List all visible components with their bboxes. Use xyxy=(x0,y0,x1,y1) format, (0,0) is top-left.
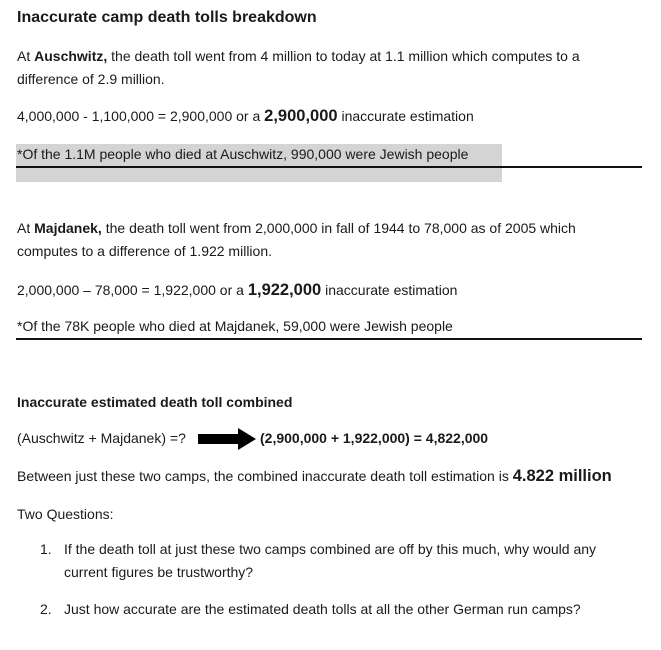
majdanek-paragraph-line1 xyxy=(17,217,576,240)
majdanek-calc-total: 1,922,000 xyxy=(247,281,322,299)
combined-summary-total: 4.822 million xyxy=(512,467,612,485)
question-1-number: 1. xyxy=(40,541,52,557)
question-2-number: 2. xyxy=(40,601,52,617)
auschwitz-prefix: At xyxy=(17,48,35,64)
auschwitz-paragraph-line1 xyxy=(17,45,580,68)
majdanek-paragraph-line2: computes to a difference of 1.922 million. xyxy=(17,243,273,259)
combined-formula-left: (Auschwitz + Majdanek) =? xyxy=(17,430,186,446)
auschwitz-calculation xyxy=(17,105,474,128)
combined-heading: Inaccurate estimated death toll combined xyxy=(17,394,293,410)
combined-summary-text: Between just these two camps, the combined inaccurate death toll estimation is xyxy=(17,468,513,484)
page-title: Inaccurate camp death tolls breakdown xyxy=(17,9,317,26)
majdanek-note: *Of the 78K people who died at Majdanek, 59,000 were Jewish people xyxy=(17,318,453,334)
section-divider-2 xyxy=(16,338,642,340)
auschwitz-line1-text: the death toll went from 4 million to today at 1.1 million which computes to a xyxy=(107,48,580,64)
section-divider-1 xyxy=(16,166,642,168)
combined-summary xyxy=(17,465,612,488)
question-2-line1: Just how accurate are the estimated death tolls at all the other German run camps? xyxy=(64,601,581,617)
question-1-line1: If the death toll at just these two camps combined are off by this much, why would any xyxy=(64,541,597,557)
majdanek-calculation xyxy=(17,279,457,302)
auschwitz-calc-total: 2,900,000 xyxy=(264,107,338,125)
majdanek-line1-text: the death toll went from 2,000,000 in fall of 1944 to 78,000 as of 2005 which xyxy=(101,220,576,236)
auschwitz-camp-name: Auschwitz, xyxy=(34,48,108,64)
auschwitz-note: *Of the 1.1M people who died at Auschwitz, 990,000 were Jewish people xyxy=(17,146,469,162)
majdanek-camp-name: Majdanek, xyxy=(34,220,102,236)
majdanek-prefix: At xyxy=(17,220,35,236)
right-arrow-icon xyxy=(198,428,256,450)
combined-formula-right: (2,900,000 + 1,922,000) = 4,822,000 xyxy=(260,430,489,446)
auschwitz-calc-text: 4,000,000 - 1,100,000 = 2,900,000 or a xyxy=(17,108,265,124)
auschwitz-paragraph-line2: difference of 2.9 million. xyxy=(17,71,165,87)
majdanek-calc-text: 2,000,000 – 78,000 = 1,922,000 or a xyxy=(17,282,248,298)
questions-label: Two Questions: xyxy=(17,506,114,522)
auschwitz-calc-suffix: inaccurate estimation xyxy=(337,108,474,124)
question-1-line2: current figures be trustworthy? xyxy=(64,564,254,580)
majdanek-calc-suffix: inaccurate estimation xyxy=(321,282,458,298)
